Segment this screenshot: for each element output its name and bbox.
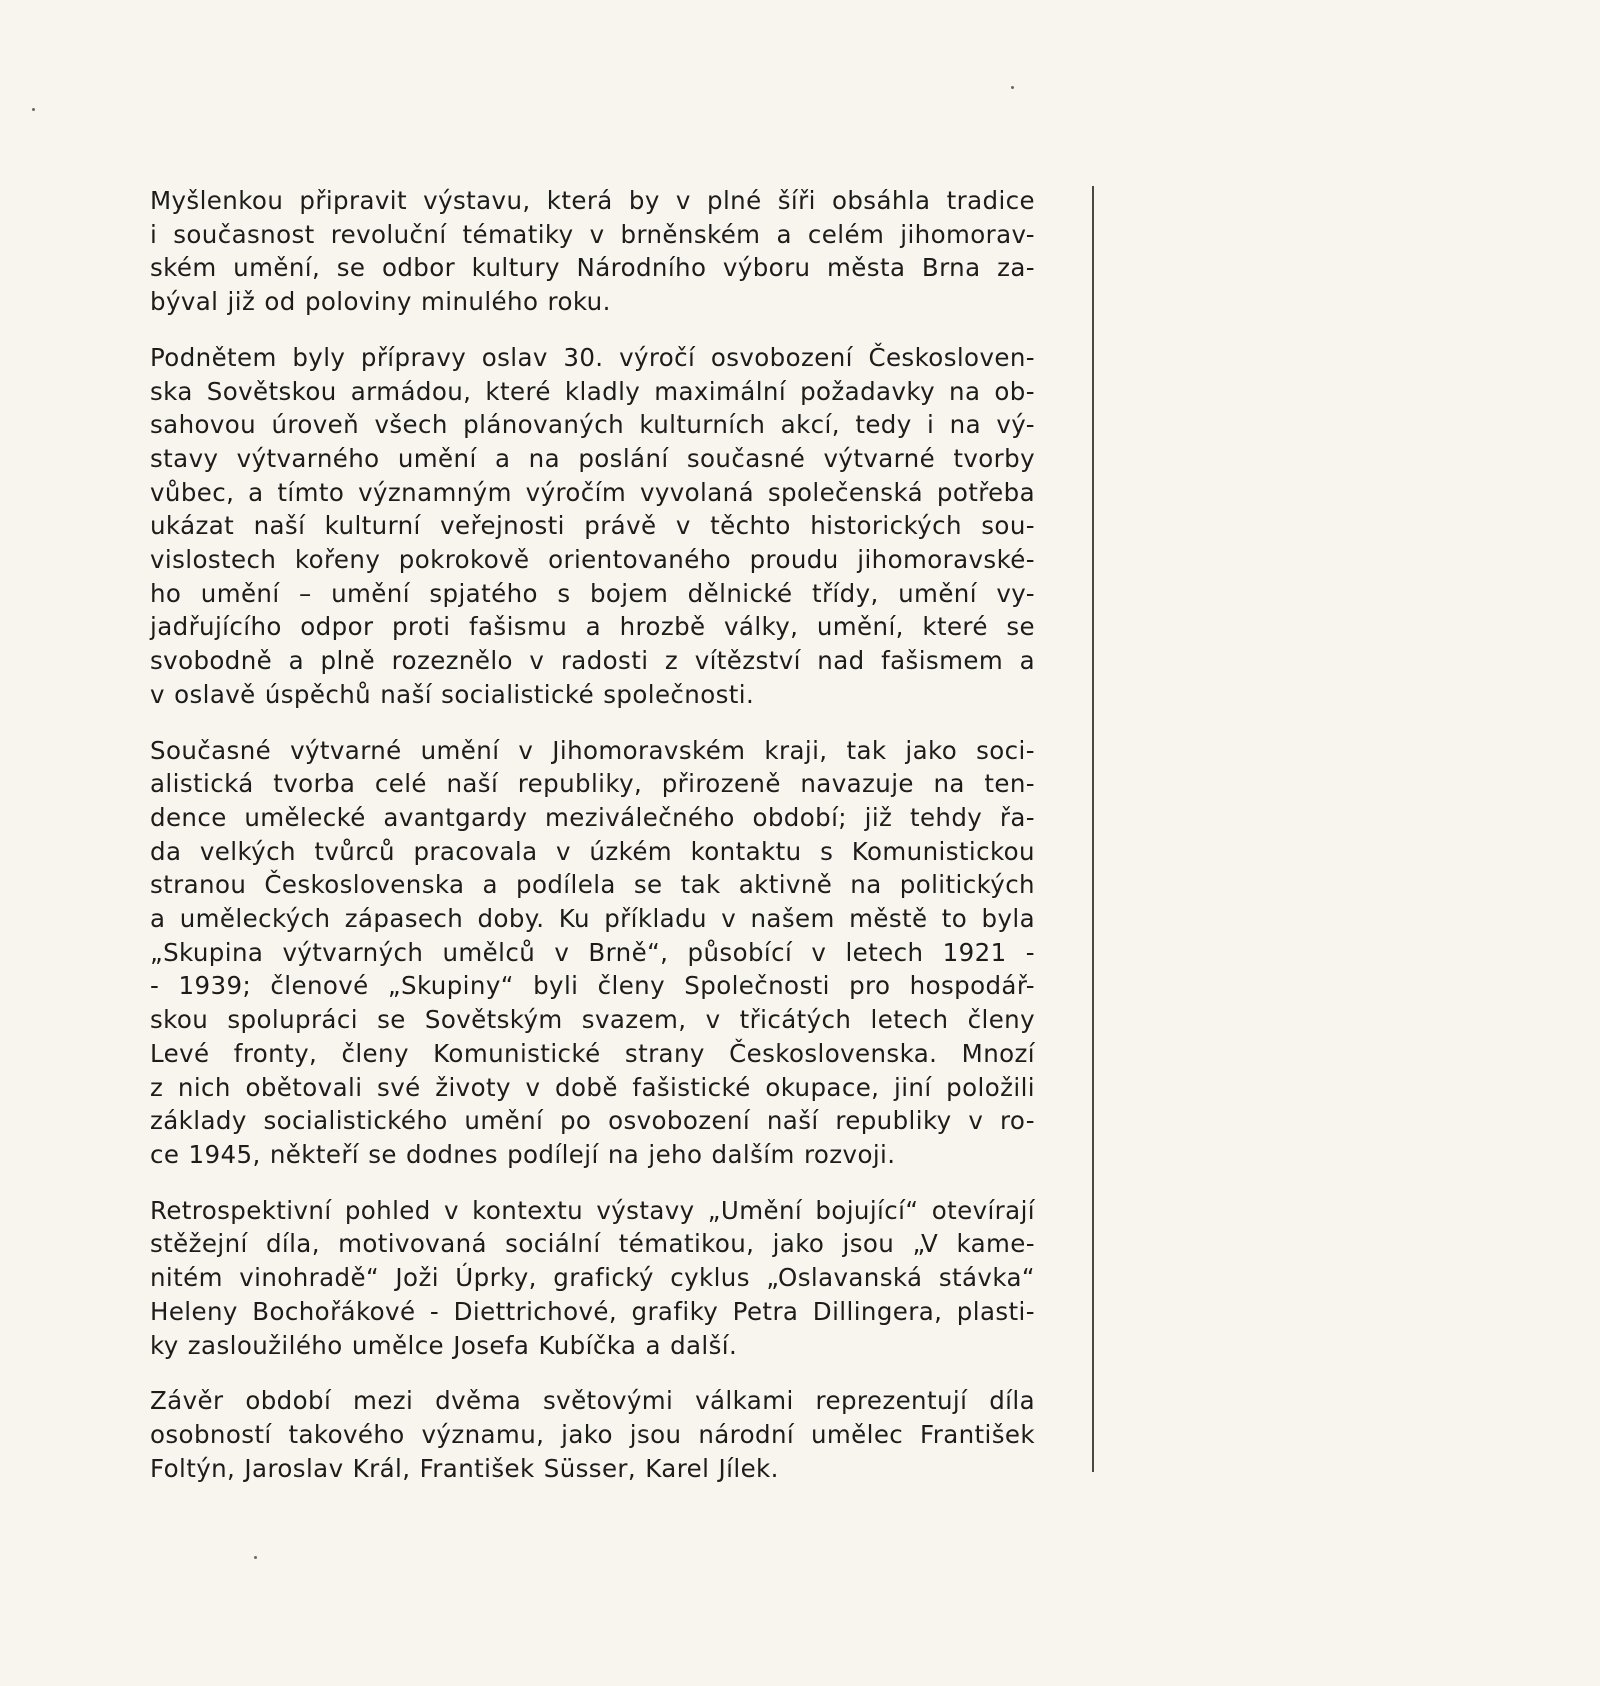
text-line: - 1939; členové „Skupiny“ byli členy Společnosti pro hospodář- <box>150 971 1035 1001</box>
text-line: Závěr období mezi dvěma světovými válkami reprezentují díla <box>150 1386 1035 1416</box>
text-line: Foltýn, Jaroslav Král, František Süsser, Karel Jílek. <box>150 1453 779 1483</box>
text-line: vislostech kořeny pokrokově orientovaného proudu jihomoravské- <box>150 545 1035 575</box>
text-line: ukázat naší kulturní veřejnosti právě v těchto historických sou- <box>150 511 1035 541</box>
text-line: sahovou úroveň všech plánovaných kulturních akcí, tedy i na vý- <box>150 410 1035 440</box>
paragraph-5 <box>150 1384 1035 1485</box>
text-line: v oslavě úspěchů naší socialistické společnosti. <box>150 679 755 709</box>
paper-speck <box>32 108 35 111</box>
text-line: základy socialistického umění po osvobození naší republiky v ro- <box>150 1106 1035 1136</box>
text-line: svobodně a plně rozeznělo v radosti z vítězství nad fašismem a <box>150 646 1035 676</box>
text-line: da velkých tvůrců pracovala v úzkém kontaktu s Komunistickou <box>150 836 1035 866</box>
text-line: stavy výtvarného umění a na poslání současné výtvarné tvorby <box>150 443 1035 473</box>
text-line: Retrospektivní pohled v kontextu výstavy „Umění bojující“ otevírají <box>150 1195 1035 1225</box>
vertical-rule <box>1092 186 1094 1472</box>
text-line: „Skupina výtvarných umělců v Brně“, působící v letech 1921 - <box>150 937 1035 967</box>
text-line: Heleny Bochořákové - Diettrichové, grafiky Petra Dillingera, plasti- <box>150 1296 1035 1326</box>
text-line: býval již od poloviny minulého roku. <box>150 287 611 317</box>
text-line: Současné výtvarné umění v Jihomoravském kraji, tak jako soci- <box>150 735 1035 765</box>
paper-speck <box>1011 86 1014 89</box>
paper-speck <box>254 1556 257 1559</box>
text-line: osobností takového významu, jako jsou národní umělec František <box>150 1419 1035 1449</box>
text-line: ském umění, se odbor kultury Národního výboru města Brna za- <box>150 253 1035 283</box>
text-line: jadřujícího odpor proti fašismu a hrozbě války, umění, které se <box>150 612 1035 642</box>
text-line: Podnětem byly přípravy oslav 30. výročí osvobození Českosloven- <box>150 342 1035 372</box>
text-line: dence umělecké avantgardy meziválečného období; již tehdy řa- <box>150 802 1035 832</box>
text-line: stěžejní díla, motivovaná sociální tématikou, jako jsou „V kame- <box>150 1229 1035 1259</box>
text-line: ska Sovětskou armádou, které kladly maximální požadavky na ob- <box>150 376 1035 406</box>
text-line: Myšlenkou připravit výstavu, která by v plné šíři obsáhla tradice <box>150 186 1035 215</box>
text-line: vůbec, a tímto významným výročím vyvolaná společenská potřeba <box>150 477 1035 507</box>
text-line: alistická tvorba celé naší republiky, přirozeně navazuje na ten- <box>150 769 1035 799</box>
text-line: ho umění – umění spjatého s bojem dělnické třídy, umění vy- <box>150 578 1035 608</box>
text-line: nitém vinohradě“ Joži Úprky, grafický cyklus „Oslavanská stávka“ <box>150 1263 1035 1293</box>
paragraph-4 <box>150 1194 1035 1363</box>
text-line: z nich obětovali své životy v době fašistické okupace, jiní položili <box>150 1072 1035 1102</box>
body-text <box>150 184 1035 1507</box>
paragraph-3 <box>150 734 1035 1172</box>
paragraph-1 <box>150 184 1035 319</box>
text-line: stranou Československa a podílela se tak aktivně na politických <box>150 870 1035 900</box>
paragraph-2 <box>150 341 1035 712</box>
text-line: skou spolupráci se Sovětským svazem, v třicátých letech členy <box>150 1005 1035 1035</box>
text-line: ce 1945, někteří se dodnes podílejí na jeho dalším rozvoji. <box>150 1139 896 1169</box>
text-line: Levé fronty, členy Komunistické strany Československa. Mnozí <box>150 1038 1035 1068</box>
text-line: i současnost revoluční tématiky v brněnském a celém jihomorav- <box>150 219 1035 249</box>
text-line: ky zasloužilého umělce Josefa Kubíčka a další. <box>150 1330 738 1360</box>
text-line: a uměleckých zápasech doby. Ku příkladu v našem městě to byla <box>150 904 1035 934</box>
